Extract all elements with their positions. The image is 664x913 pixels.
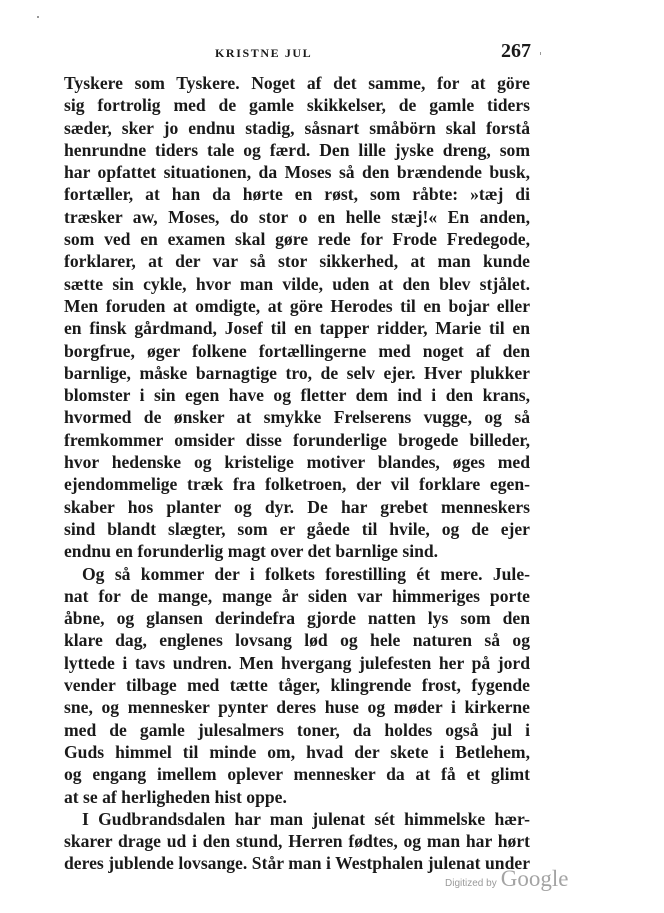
page-number: 267 (501, 40, 531, 62)
text-line: vender tilbage med tætte tåger, klingrende frost, fygende (64, 675, 530, 696)
text-line: Men foruden at omdigte, at göre Herodes til en bojar eller (64, 295, 530, 316)
scan-speck (37, 16, 39, 18)
paragraph-end-line: at se af herligheden hist oppe. (64, 786, 287, 807)
text-line: åbne, og glansen derindefra gjorde natten lys som den (64, 608, 530, 629)
text-line: fortæller, at han da hørte en røst, som råbte: »tæj di (64, 184, 530, 205)
text-line: har opfattet situationen, da Moses så den brændende busk, (64, 162, 530, 183)
text-line: sætte sin cykle, hvor man vilde, uden at den blev stjålet. (64, 273, 530, 294)
text-line: ejendommelige træk fra folketroen, der vil forklare egen- (64, 474, 530, 495)
paragraph-start-line: Og så kommer der i folkets forestilling ét mere. Jule- (82, 563, 530, 584)
text-line: barnlige, måske barnagtige tro, de selv ejer. Hver plukker (64, 362, 530, 383)
text-line: Tyskere som Tyskere. Noget af det samme, for at göre (64, 73, 530, 93)
text-line: henrundne tiders tale og færd. Den lille jyske dreng, som (64, 139, 530, 160)
text-line: deres jublende lovsange. Står man i Westphalen julenat under (64, 853, 530, 874)
text-line: en finsk gårdmand, Josef til en tapper ridder, Marie til en (64, 318, 530, 339)
text-line: fremkommer omsider disse forunderlige brogede billeder, (64, 429, 530, 450)
body-text (64, 72, 530, 875)
text-line: og engang imellem oplever mennesker da at få et glimt (64, 764, 530, 785)
text-line: nat for de mange, mange år siden var himmeriges porte (64, 585, 530, 606)
text-line: klare dag, englenes lovsang lød og hele naturen så og (64, 630, 530, 651)
text-line: Guds himmel til minde om, hvad der skete i Betlehem, (64, 741, 530, 762)
text-line: blomster i sin egen have og fletter dem ind i den krans, (64, 385, 530, 406)
text-line: hvormed de ønsker at smykke Frelserens vugge, og så (64, 407, 530, 428)
text-line: skaber hos planter og dyr. De har grebet menneskers (64, 496, 530, 517)
google-logo: Google (500, 866, 569, 891)
text-line: sind blandt slægter, som er gåede til hvile, og de ejer (64, 518, 530, 539)
digitized-by-label: Digitized by (445, 878, 497, 889)
digitized-by-watermark (445, 866, 568, 892)
paragraph-end-line: endnu en forunderlig magt over det barnlige sind. (64, 541, 439, 562)
text-line: med de gamle julesalmers toner, da holdes også jul i (64, 719, 530, 740)
scan-mark (540, 52, 541, 55)
paragraph-start-line: I Gudbrandsdalen har man julenat sét himmelske hær- (82, 808, 530, 829)
text-line: sne, og mennesker pynter deres huse og møder i kirkerne (64, 697, 530, 718)
text-line: hvor hedenske og kristelige motiver blandes, øges med (64, 452, 530, 473)
text-line: træsker aw, Moses, do stor o en helle stæj!« En anden, (64, 206, 530, 227)
text-line: sig fortrolig med de gamle skikkelser, de gamle tiders (64, 95, 530, 116)
running-head: KRISTNE JUL (215, 46, 313, 60)
text-line: forklarer, at der var så stor sikkerhed, at man kunde (64, 251, 530, 272)
text-line: sæder, sker jo endnu stadig, såsnart småbörn skal forstå (64, 117, 530, 138)
text-line: lyttede i tavs undren. Men hvergang julefesten her på jord (64, 652, 530, 673)
text-line: skarer drage ud i den stund, Herren fødtes, og man har hørt (64, 831, 530, 852)
text-line: som ved en examen skal gøre rede for Frode Fredegode, (64, 229, 530, 250)
text-line: borgfrue, øger folkene fortællingerne med noget af den (64, 340, 530, 361)
